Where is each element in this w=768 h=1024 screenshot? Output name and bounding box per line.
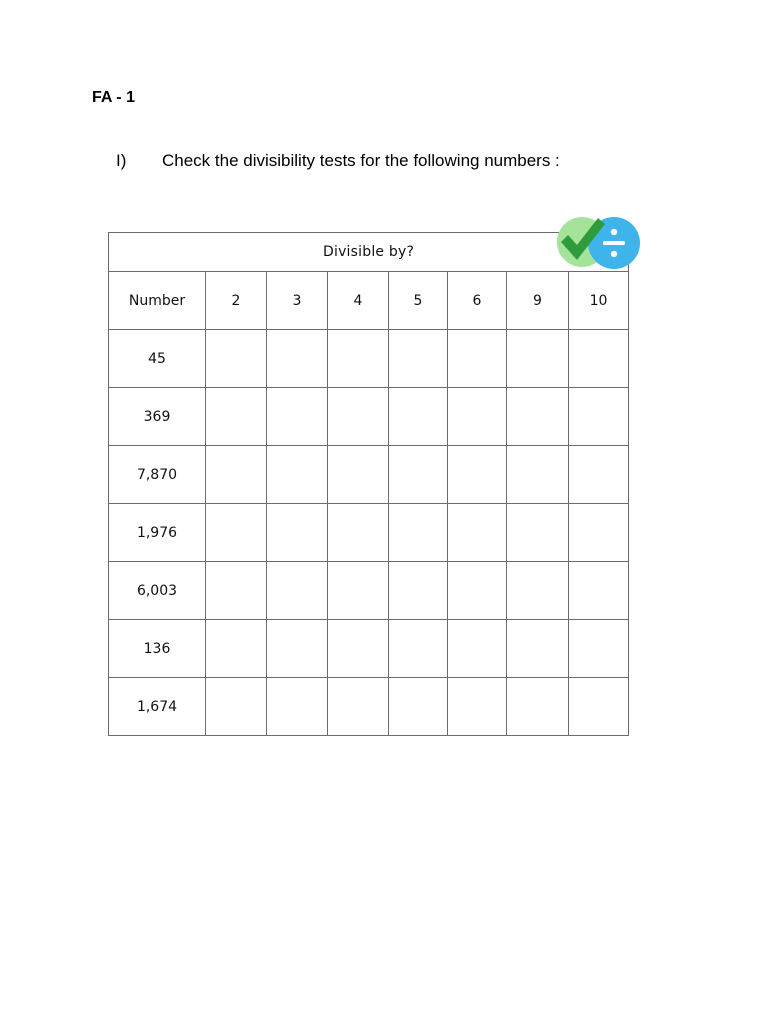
answer-cell[interactable] xyxy=(267,446,328,504)
column-header-9: 9 xyxy=(507,272,569,330)
answer-cell[interactable] xyxy=(389,678,448,736)
divisibility-worksheet xyxy=(108,232,628,739)
column-header-2: 2 xyxy=(206,272,267,330)
answer-cell[interactable] xyxy=(507,562,569,620)
row-number-cell: 1,976 xyxy=(109,504,206,562)
answer-cell[interactable] xyxy=(267,504,328,562)
column-header-number: Number xyxy=(109,272,206,330)
answer-cell[interactable] xyxy=(328,388,389,446)
answer-cell[interactable] xyxy=(448,678,507,736)
table-header-row xyxy=(109,272,629,330)
row-number-cell: 369 xyxy=(109,388,206,446)
answer-cell[interactable] xyxy=(507,504,569,562)
answer-cell[interactable] xyxy=(206,562,267,620)
column-header-5: 5 xyxy=(389,272,448,330)
answer-cell[interactable] xyxy=(328,678,389,736)
answer-cell[interactable] xyxy=(448,620,507,678)
answer-cell[interactable] xyxy=(448,330,507,388)
question-text: Check the divisibility tests for the following numbers : xyxy=(162,151,560,170)
answer-cell[interactable] xyxy=(569,446,629,504)
answer-cell[interactable] xyxy=(448,562,507,620)
answer-cell[interactable] xyxy=(206,678,267,736)
answer-cell[interactable] xyxy=(206,388,267,446)
table-row xyxy=(109,504,629,562)
answer-cell[interactable] xyxy=(389,446,448,504)
answer-cell[interactable] xyxy=(389,620,448,678)
column-header-3: 3 xyxy=(267,272,328,330)
page-heading: FA - 1 xyxy=(92,89,135,106)
answer-cell[interactable] xyxy=(267,388,328,446)
answer-cell[interactable] xyxy=(569,562,629,620)
answer-cell[interactable] xyxy=(267,678,328,736)
answer-cell[interactable] xyxy=(206,504,267,562)
answer-cell[interactable] xyxy=(389,330,448,388)
answer-cell[interactable] xyxy=(328,446,389,504)
table-row xyxy=(109,678,629,736)
answer-cell[interactable] xyxy=(507,620,569,678)
answer-cell[interactable] xyxy=(507,446,569,504)
answer-cell[interactable] xyxy=(448,446,507,504)
answer-cell[interactable] xyxy=(569,620,629,678)
answer-cell[interactable] xyxy=(448,388,507,446)
answer-cell[interactable] xyxy=(569,504,629,562)
table-row xyxy=(109,388,629,446)
check-divide-badge xyxy=(556,212,640,274)
answer-cell[interactable] xyxy=(569,678,629,736)
column-header-6: 6 xyxy=(448,272,507,330)
column-header-10: 10 xyxy=(569,272,629,330)
answer-cell[interactable] xyxy=(328,504,389,562)
column-header-4: 4 xyxy=(328,272,389,330)
answer-cell[interactable] xyxy=(267,562,328,620)
row-number-cell: 7,870 xyxy=(109,446,206,504)
row-number-cell: 45 xyxy=(109,330,206,388)
answer-cell[interactable] xyxy=(267,330,328,388)
table-title: Divisible by? xyxy=(109,233,629,272)
answer-cell[interactable] xyxy=(206,620,267,678)
table-row xyxy=(109,620,629,678)
row-number-cell: 1,674 xyxy=(109,678,206,736)
answer-cell[interactable] xyxy=(206,330,267,388)
table-title-row xyxy=(109,233,629,272)
answer-cell[interactable] xyxy=(206,446,267,504)
question-line xyxy=(116,151,560,171)
table-row xyxy=(109,562,629,620)
answer-cell[interactable] xyxy=(328,620,389,678)
answer-cell[interactable] xyxy=(328,330,389,388)
answer-cell[interactable] xyxy=(507,388,569,446)
answer-cell[interactable] xyxy=(389,562,448,620)
answer-cell[interactable] xyxy=(389,504,448,562)
answer-cell[interactable] xyxy=(569,388,629,446)
row-number-cell: 136 xyxy=(109,620,206,678)
answer-cell[interactable] xyxy=(389,388,448,446)
table-row xyxy=(109,330,629,388)
answer-cell[interactable] xyxy=(507,678,569,736)
answer-cell[interactable] xyxy=(328,562,389,620)
answer-cell[interactable] xyxy=(448,504,507,562)
badge-graphic xyxy=(556,212,640,274)
row-number-cell: 6,003 xyxy=(109,562,206,620)
divisibility-table xyxy=(108,232,629,736)
table-row xyxy=(109,446,629,504)
answer-cell[interactable] xyxy=(267,620,328,678)
question-number: I) xyxy=(116,151,127,170)
answer-cell[interactable] xyxy=(569,330,629,388)
answer-cell[interactable] xyxy=(507,330,569,388)
